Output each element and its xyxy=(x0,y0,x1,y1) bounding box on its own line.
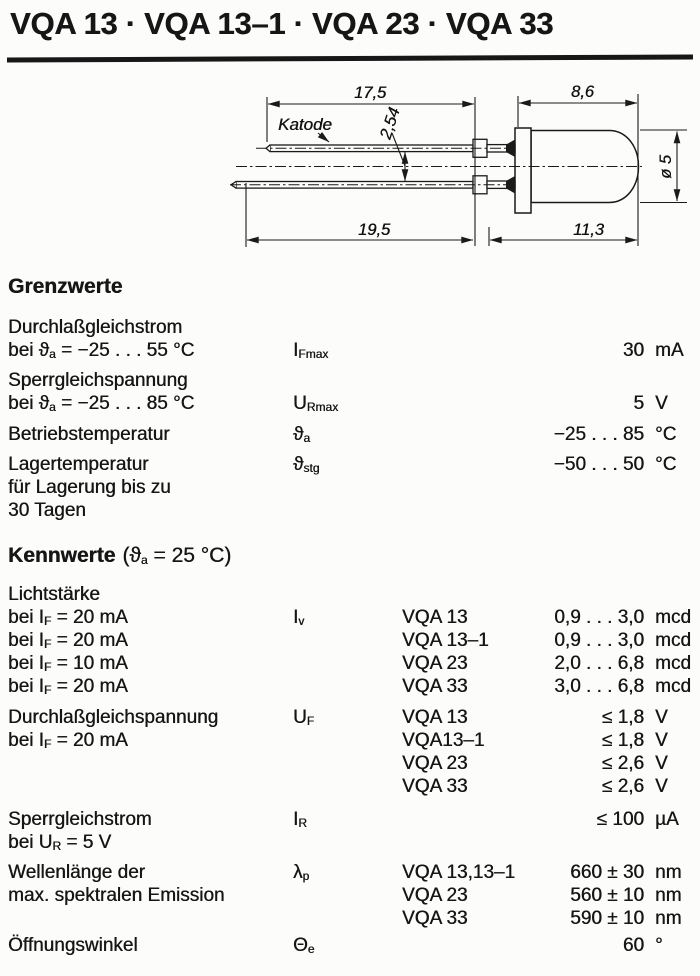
row-value: 2,0 . . . 6,8 xyxy=(554,653,644,674)
section-heading xyxy=(8,545,696,567)
row-symbol xyxy=(293,476,402,499)
table-row xyxy=(8,316,696,339)
row-value: −25 . . . 85 xyxy=(553,424,644,445)
row-unit xyxy=(644,499,700,522)
row-symbol xyxy=(293,831,402,854)
title-rule xyxy=(7,55,693,63)
row-label: bei $I_F = 20$ mA xyxy=(8,630,128,652)
row-label: Lichtstärke xyxy=(8,584,100,605)
row-value: ≤ 1,8 xyxy=(601,707,644,728)
row-device: VQA 13–1 xyxy=(402,630,489,651)
row-value: 660 ± 30 xyxy=(570,862,644,883)
page-title: VQA 13 · VQA 13–1 · VQA 23 · VQA 33 xyxy=(10,6,554,41)
row-label: für Lagerung bis zu xyxy=(8,477,171,498)
row-label: bei $I_F = 20$ mA xyxy=(8,607,128,629)
lead-anode xyxy=(230,176,515,194)
row-symbol xyxy=(293,675,402,698)
row-unit xyxy=(644,583,700,606)
row-unit: nm xyxy=(655,885,682,906)
kennwerte-table xyxy=(8,583,696,957)
section-kennwerte xyxy=(8,545,696,957)
section-heading-note: ($ϑ_a = 25$ °C) xyxy=(122,544,232,568)
row-value: ≤ 2,6 xyxy=(601,776,644,797)
row-label: Durchlaßgleichspannung xyxy=(8,707,219,728)
row-label: Lagertemperatur xyxy=(8,454,149,475)
row-value: 5 xyxy=(633,393,644,414)
row-device xyxy=(402,339,533,362)
table-row xyxy=(8,934,696,957)
dim-label-11-3: 11,3 xyxy=(573,221,604,239)
row-symbol xyxy=(293,729,402,752)
row-label xyxy=(8,752,293,775)
row-device xyxy=(402,934,533,957)
section-heading xyxy=(8,276,696,298)
table-row xyxy=(8,752,696,775)
row-device: VQA 33 xyxy=(402,676,468,697)
row-symbol xyxy=(293,907,402,930)
row-device xyxy=(402,423,533,446)
section-heading-text: Grenzwerte xyxy=(8,275,123,298)
table-row xyxy=(8,339,696,362)
row-device xyxy=(402,392,533,415)
table-row xyxy=(8,606,696,629)
row-label: Wellenlänge der xyxy=(8,862,145,883)
row-value: 560 ± 10 xyxy=(570,885,644,906)
table-row xyxy=(8,652,696,675)
row-device xyxy=(402,583,533,606)
row-label: Durchlaßgleichstrom xyxy=(8,317,183,338)
row-label: bei $U_R = 5$ V xyxy=(8,832,112,854)
dim-label-8-6: 8,6 xyxy=(571,83,594,101)
row-label: max. spektralen Emission xyxy=(8,885,225,906)
table-row xyxy=(8,629,696,652)
row-symbol: $ϑ_a$ xyxy=(293,424,311,446)
table-row xyxy=(8,583,696,606)
table-row xyxy=(8,499,696,522)
row-unit: ° xyxy=(655,935,663,956)
row-unit: V xyxy=(655,393,668,414)
table-row xyxy=(8,808,696,831)
dim-label-2-54: 2,54 xyxy=(376,105,404,142)
row-symbol: $ϑ_{stg}$ xyxy=(293,454,320,476)
led-flange xyxy=(515,128,531,213)
row-unit: mcd xyxy=(655,607,691,628)
row-value: 3,0 . . . 6,8 xyxy=(554,676,644,697)
table-row xyxy=(8,392,696,415)
row-device xyxy=(402,369,533,392)
row-unit: nm xyxy=(655,862,682,883)
row-label: Öffnungswinkel xyxy=(8,935,138,956)
row-value xyxy=(533,369,644,392)
row-unit: mcd xyxy=(655,630,691,651)
row-symbol xyxy=(293,629,402,652)
row-device xyxy=(402,316,533,339)
row-unit: µA xyxy=(655,809,679,830)
table-row xyxy=(8,369,696,392)
row-device: VQA 13,13–1 xyxy=(402,862,516,883)
table-row xyxy=(8,706,696,729)
row-label: Sperrgleichstrom xyxy=(8,809,152,830)
row-value xyxy=(533,499,644,522)
row-unit: V xyxy=(655,753,668,774)
row-symbol: $U_F$ xyxy=(293,707,315,729)
row-symbol: $I_R$ xyxy=(293,809,307,831)
row-unit xyxy=(644,369,700,392)
table-row xyxy=(8,675,696,698)
row-device: VQA13–1 xyxy=(402,730,485,751)
row-unit: mcd xyxy=(655,653,691,674)
row-label: 30 Tagen xyxy=(8,500,86,521)
row-unit: nm xyxy=(655,908,682,929)
row-unit xyxy=(644,316,700,339)
led-body-outline xyxy=(515,128,639,213)
row-unit: V xyxy=(655,707,668,728)
row-label: bei $I_F = 20$ mA xyxy=(8,730,128,752)
row-value: −50 . . . 50 xyxy=(553,454,644,475)
row-label: bei $ϑ_a = -25$ . . . 55 °C xyxy=(8,340,195,362)
row-label: Betriebstemperatur xyxy=(8,424,170,445)
row-device: VQA 13 xyxy=(402,607,468,628)
row-device xyxy=(402,831,533,854)
row-symbol xyxy=(293,652,402,675)
row-label xyxy=(8,775,293,798)
table-row xyxy=(8,453,696,476)
row-unit: V xyxy=(655,776,668,797)
row-device xyxy=(402,499,533,522)
table-row xyxy=(8,907,696,930)
row-symbol xyxy=(293,752,402,775)
table-row xyxy=(8,884,696,907)
section-heading-text: Kennwerte xyxy=(8,544,116,567)
lead-cathode xyxy=(256,139,515,157)
row-value xyxy=(533,831,644,854)
section-grenzwerte xyxy=(8,276,696,522)
row-symbol xyxy=(293,369,402,392)
row-symbol xyxy=(293,316,402,339)
row-unit xyxy=(644,476,700,499)
package-drawing xyxy=(228,80,700,272)
row-unit: V xyxy=(655,730,668,751)
row-device xyxy=(402,476,533,499)
row-symbol: $I_v$ xyxy=(293,607,305,629)
row-device: VQA 23 xyxy=(402,885,468,906)
table-row xyxy=(8,775,696,798)
row-value: 60 xyxy=(622,935,644,956)
table-row xyxy=(8,476,696,499)
row-value: ≤ 2,6 xyxy=(601,753,644,774)
row-symbol: $U_{Rmax}$ xyxy=(293,393,339,415)
row-value xyxy=(533,316,644,339)
row-symbol xyxy=(293,884,402,907)
row-unit: mA xyxy=(655,340,684,361)
row-device: VQA 23 xyxy=(402,753,468,774)
row-device: VQA 33 xyxy=(402,908,468,929)
table-row xyxy=(8,423,696,446)
grenzwerte-table xyxy=(8,316,696,522)
row-unit: mcd xyxy=(655,676,691,697)
row-label: Sperrgleichspannung xyxy=(8,370,188,391)
row-symbol: $\Theta_e$ xyxy=(293,935,315,957)
row-symbol xyxy=(293,583,402,606)
row-label: bei $ϑ_a = -25$ . . . 85 °C xyxy=(8,393,195,415)
row-label: bei $I_F = 10$ mA xyxy=(8,653,128,675)
row-value: 0,9 . . . 3,0 xyxy=(554,607,644,628)
row-symbol xyxy=(293,775,402,798)
row-unit: °C xyxy=(655,424,677,445)
row-value: ≤ 100 xyxy=(596,809,644,830)
row-device xyxy=(402,808,533,831)
row-device: VQA 23 xyxy=(402,653,468,674)
row-label: bei $I_F = 20$ mA xyxy=(8,676,128,698)
row-value: 30 xyxy=(622,340,644,361)
dim-label-diameter: ø 5 xyxy=(657,155,675,179)
table-row xyxy=(8,729,696,752)
row-symbol: $\lambda_p$ xyxy=(293,862,310,884)
row-value: 590 ± 10 xyxy=(570,908,644,929)
dim-label-17-5: 17,5 xyxy=(354,84,387,102)
dim-label-19-5: 19,5 xyxy=(358,221,391,239)
row-device xyxy=(402,453,533,476)
row-device: VQA 13 xyxy=(402,707,468,728)
row-value xyxy=(533,476,644,499)
table-row xyxy=(8,861,696,884)
row-device: VQA 33 xyxy=(402,776,468,797)
row-symbol: $I_{Fmax}$ xyxy=(293,340,329,362)
katode-label: Katode xyxy=(278,115,332,134)
row-value xyxy=(533,583,644,606)
table-row xyxy=(8,831,696,854)
row-value: 0,9 . . . 3,0 xyxy=(554,630,644,651)
row-value: ≤ 1,8 xyxy=(601,730,644,751)
row-label xyxy=(8,907,293,930)
row-unit xyxy=(644,831,700,854)
row-unit: °C xyxy=(655,454,677,475)
row-symbol xyxy=(293,499,402,522)
